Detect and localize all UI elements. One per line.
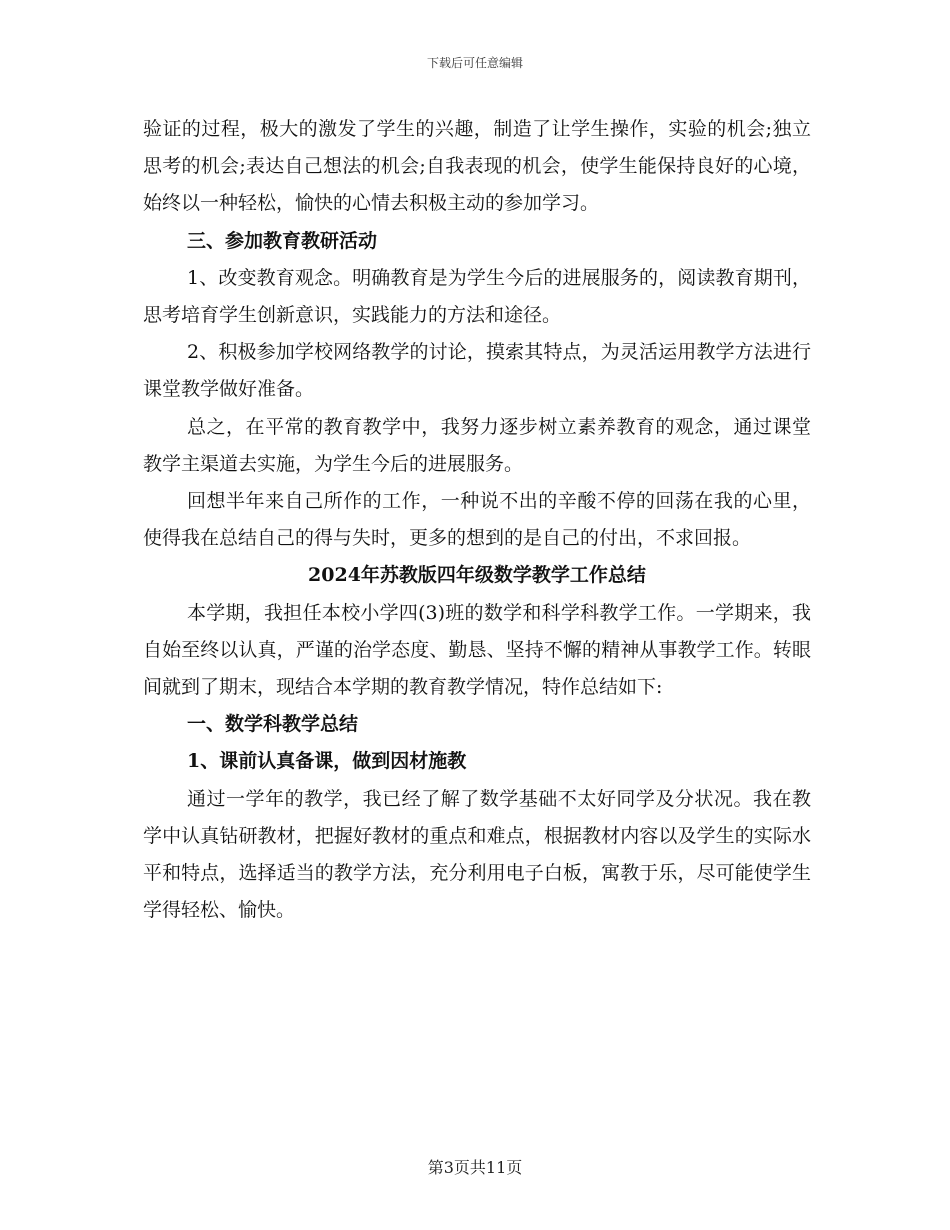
page-header-note: 下载后可任意编辑	[426, 56, 523, 70]
paragraph-summary: 总之，在平常的教育教学中，我努力逐步树立素养教育的观念，通过课堂教学主渠道去实施，为学生今后的进展服务。	[143, 415, 811, 475]
paragraph-teaching: 通过一学年的教学，我已经了解了数学基础不太好同学及分状况。我在教学中认真钻研教材，把握好教材的重点和难点，根据教材内容以及学生的实际水平和特点，选择适当的教学方法，充分利用电子白板，寓教于乐，尽可能使学生学得轻松、愉快。	[143, 787, 811, 922]
paragraph-item-2: 2、积极参加学校网络教学的讨论，摸索其特点，为灵活运用教学方法进行课堂教学做好准备。	[143, 341, 811, 401]
section-heading-research: 三、参加教育教研活动	[187, 229, 378, 252]
subsection-heading-prep: 1、课前认真备课，做到因材施教	[187, 750, 467, 773]
paragraph-continued: 验证的过程，极大的激发了学生的兴趣，制造了让学生操作，实验的机会;独立思考的机会;表达自己想法的机会;自我表现的机会，使学生能保持良好的心境，始终以一种轻松，愉快的心情去积极主动的参加学习。	[143, 118, 811, 215]
section-heading-math: 一、数学科教学总结	[187, 713, 359, 736]
paragraph-intro: 本学期，我担任本校小学四(3)班的数学和科学科教学工作。一学期来，我自始至终以认真，严谨的治学态度、勤恳、坚持不懈的精神从事教学工作。转眼间就到了期末，现结合本学期的教育教学情况，特作总结如下:	[143, 601, 811, 699]
paragraph-reflection: 回想半年来自己所作的工作，一种说不出的辛酸不停的回荡在我的心里，使得我在总结自己的得与失时，更多的想到的是自己的付出，不求回报。	[143, 490, 811, 550]
page-number-footer: 第3页共11页	[427, 1158, 523, 1177]
document-title: 2024年苏教版四年级数学教学工作总结	[308, 564, 646, 587]
document-body	[143, 111, 811, 929]
paragraph-item-1: 1、改变教育观念。明确教育是为学生今后的进展服务的，阅读教育期刊，思考培育学生创新意识，实践能力的方法和途径。	[143, 266, 811, 327]
